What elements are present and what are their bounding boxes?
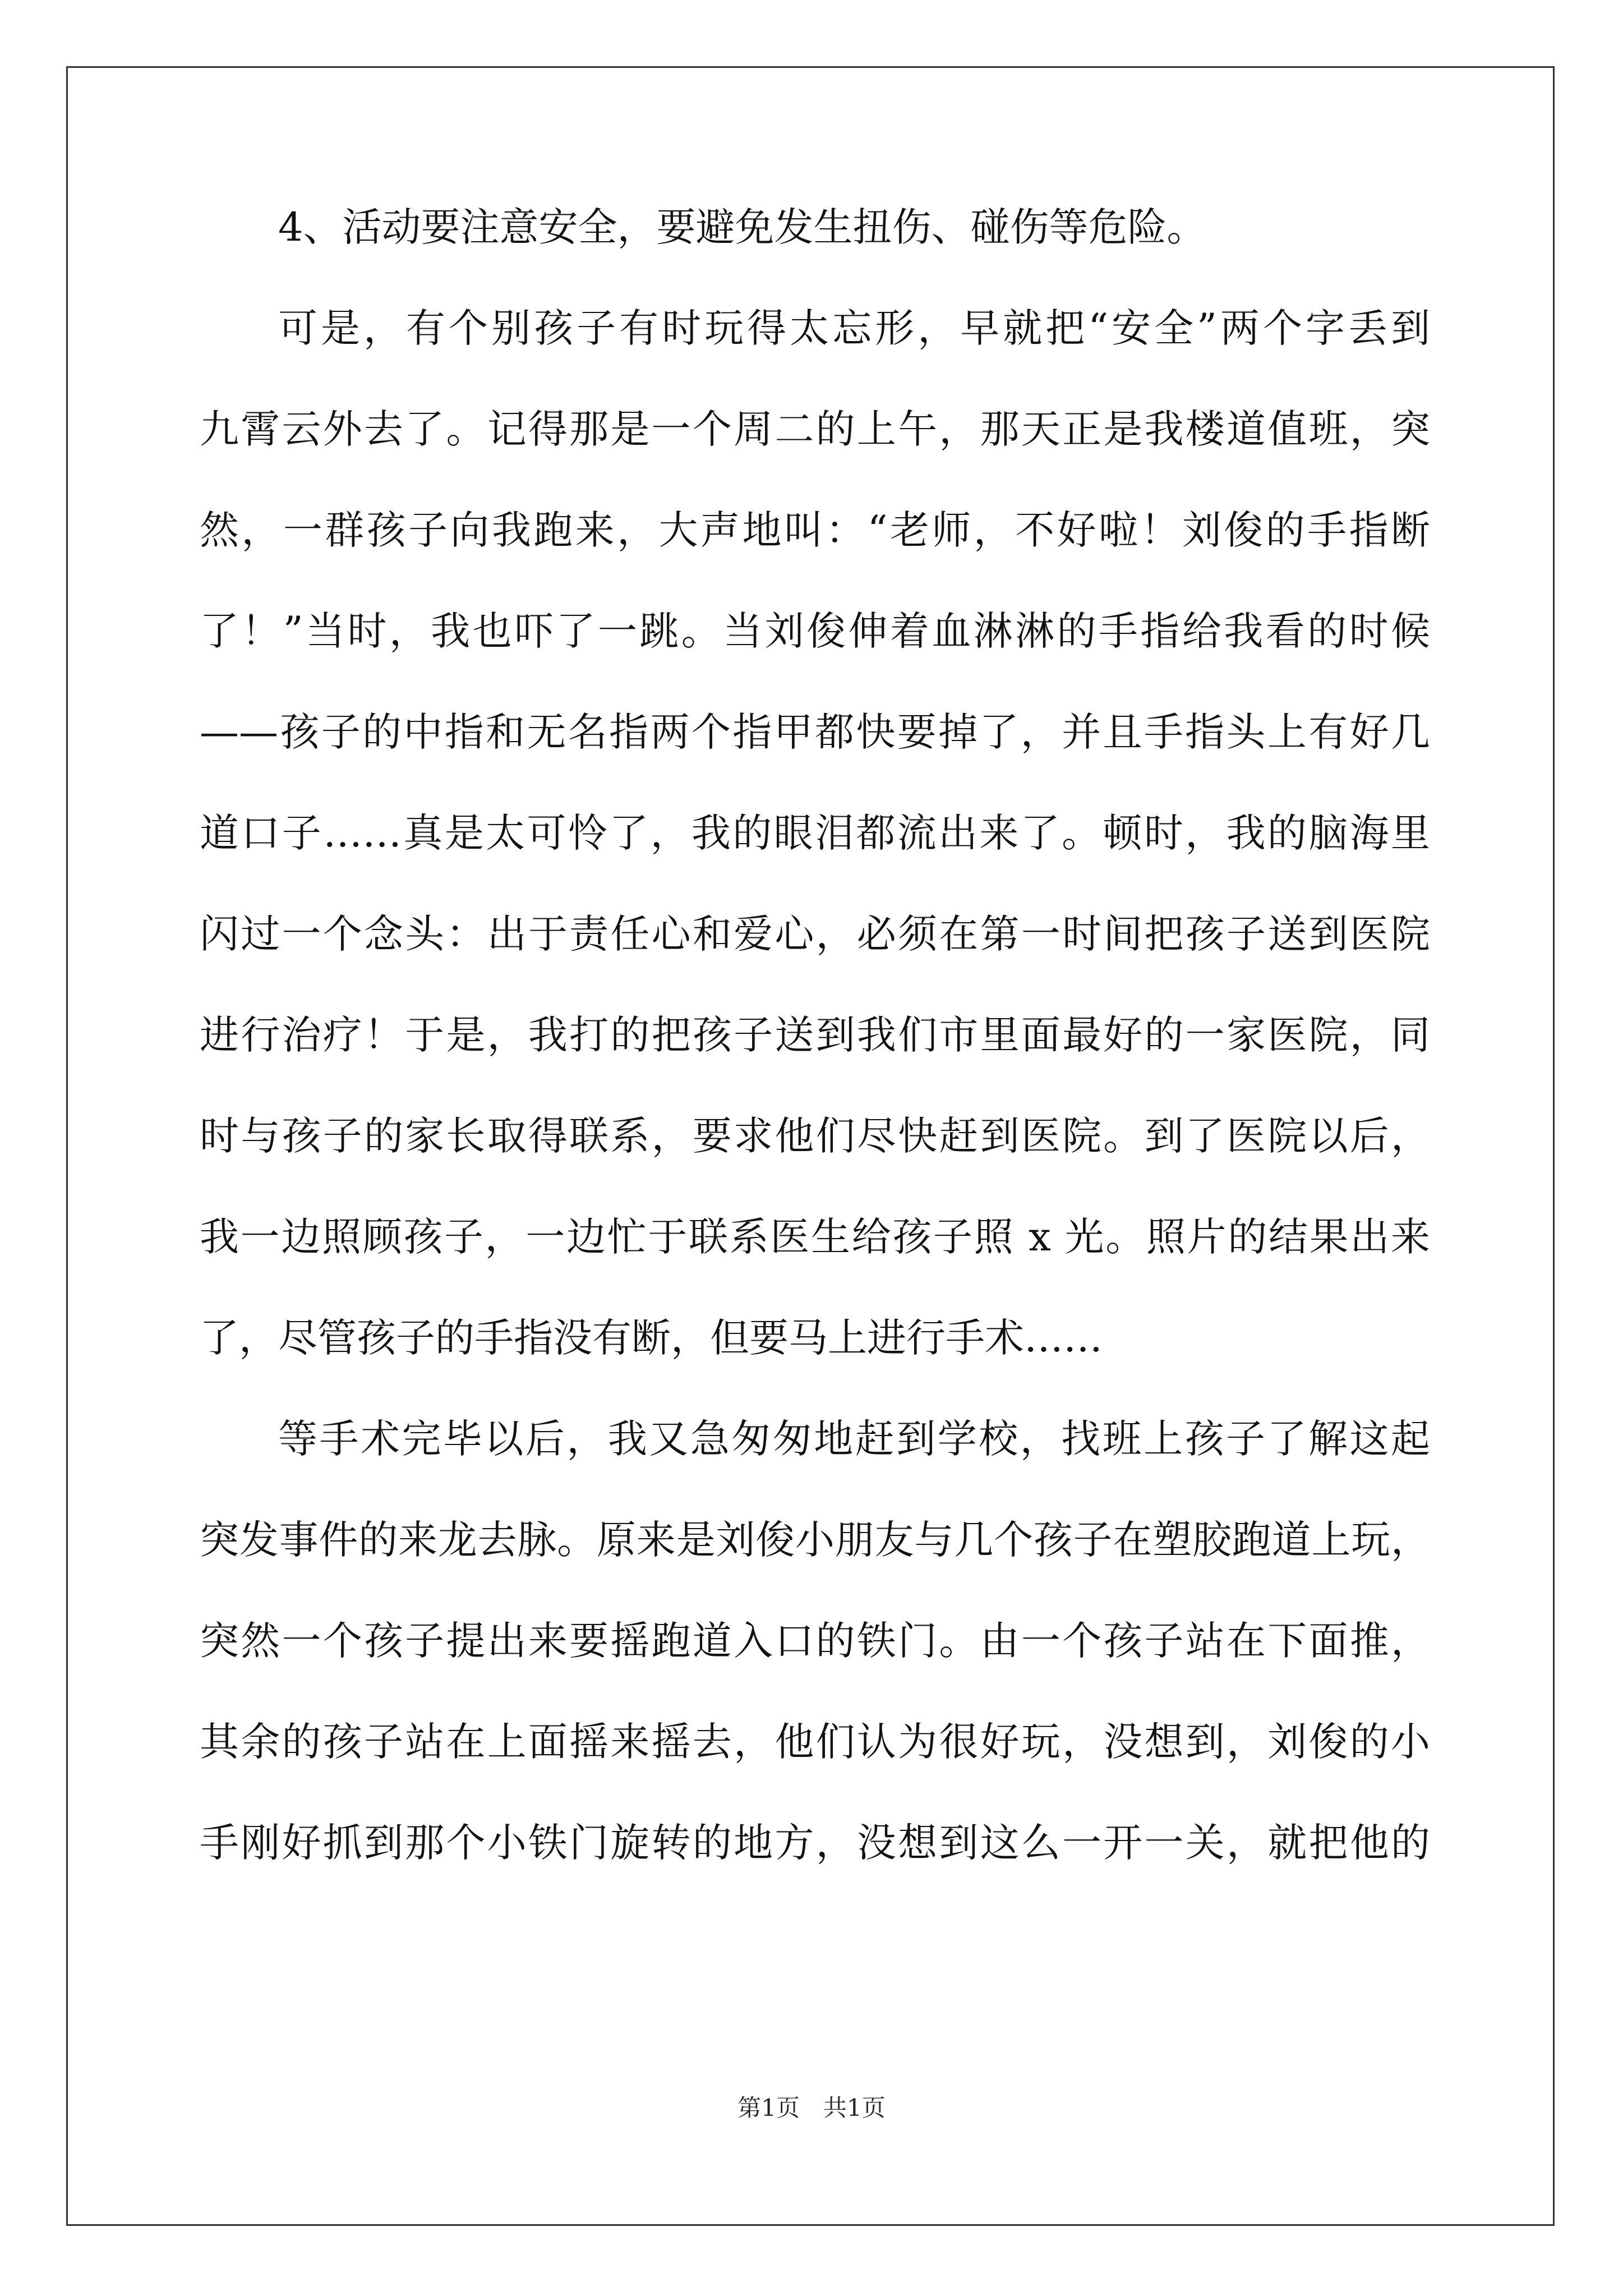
paragraph-line: 九霄云外去了。记得那是一个周二的上午，那天正是我楼道值班，突	[200, 406, 1430, 452]
paragraph-line: 手刚好抓到那个小铁门旋转的地方，没想到这么一开一关，就把他的	[200, 1820, 1430, 1866]
paragraph-line: 进行治疗！于是，我打的把孩子送到我们市里面最好的一家医院，同	[200, 1012, 1430, 1058]
paragraph-line: ——孩子的中指和无名指两个指甲都快要掉了，并且手指头上有好几	[200, 709, 1430, 755]
paragraph-line: 突发事件的来龙去脉。原来是刘俊小朋友与几个孩子在塑胶跑道上玩，	[200, 1517, 1430, 1563]
paragraph-line: 可是，有个别孩子有时玩得太忘形，早就把“安全”两个字丢到	[278, 305, 1430, 351]
paragraph-line: 我一边照顾孩子，一边忙于联系医生给孩子照 x 光。照片的结果出来	[200, 1214, 1430, 1260]
paragraph-line: 了！”当时，我也吓了一跳。当刘俊伸着血淋淋的手指给我看的时候	[200, 608, 1430, 654]
paragraph-line: 时与孩子的家长取得联系，要求他们尽快赶到医院。到了医院以后，	[200, 1113, 1430, 1159]
paragraph-line: 然，一群孩子向我跑来，大声地叫：“老师，不好啦！刘俊的手指断	[200, 507, 1430, 553]
paragraph-line: 等手术完毕以后，我又急匆匆地赶到学校，找班上孩子了解这起	[278, 1416, 1430, 1462]
paragraph-line: 闪过一个念头：出于责任心和爱心，必须在第一时间把孩子送到医院	[200, 911, 1430, 957]
paragraph-line: 突然一个孩子提出来要摇跑道入口的铁门。由一个孩子站在下面推，	[200, 1618, 1430, 1664]
document-body	[200, 204, 1430, 1924]
paragraph-line: 4、活动要注意安全，要避免发生扭伤、碰伤等危险。	[278, 204, 1206, 250]
paragraph-line: 道口子……真是太可怜了，我的眼泪都流出来了。顿时，我的脑海里	[200, 810, 1430, 856]
page-number-footer: 第1页 共1页	[737, 2094, 886, 2122]
paragraph-line: 了，尽管孩子的手指没有断，但要马上进行手术……	[200, 1315, 1103, 1361]
paragraph-line: 其余的孩子站在上面摇来摇去，他们认为很好玩，没想到，刘俊的小	[200, 1719, 1430, 1765]
